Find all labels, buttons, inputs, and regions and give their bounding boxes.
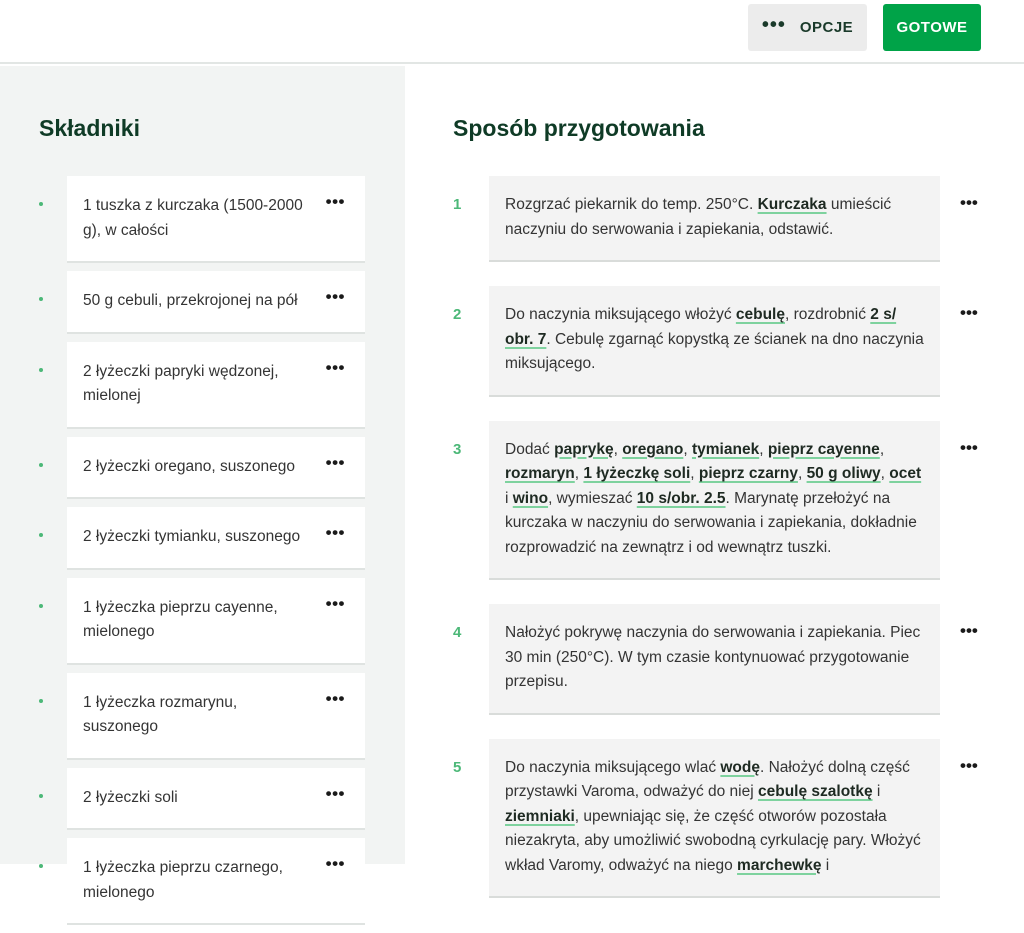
ingredient-row — [0, 838, 405, 925]
bullet-icon — [39, 297, 43, 301]
step-highlight-link[interactable]: rozmaryn — [505, 465, 575, 482]
ingredient-label: 50 g cebuli, przekrojonej na pół — [83, 292, 298, 309]
bullet-icon — [39, 604, 43, 608]
step-row — [405, 421, 1024, 581]
step-text: Do naczynia miksującego wlać — [505, 758, 721, 776]
options-button-label: OPCJE — [799, 19, 854, 36]
step-text: Rozgrzać piekarnik do temp. 250°C. — [505, 196, 758, 213]
step-row — [405, 286, 1024, 397]
ingredient-label: 1 łyżeczka pieprzu czarnego, mielonego — [83, 859, 283, 901]
more-options-icon[interactable]: ••• — [325, 357, 345, 377]
ingredient-label: 2 łyżeczki tymianku, suszonego — [83, 528, 301, 545]
more-options-icon[interactable]: ••• — [960, 303, 978, 322]
ingredient-row — [0, 578, 405, 665]
step-number: 5 — [453, 758, 462, 776]
step-highlight-link[interactable]: cebulę — [735, 306, 785, 323]
steps-list — [405, 176, 1024, 922]
ingredient-card[interactable] — [67, 673, 365, 760]
step-row — [405, 739, 1024, 899]
ingredient-row — [0, 342, 405, 429]
ingredient-label: 1 łyżeczka pieprzu cayenne, mielonego — [83, 598, 278, 640]
step-highlight-link[interactable]: marchewkę — [737, 856, 822, 874]
step-text: i — [505, 489, 513, 507]
more-options-icon[interactable]: ••• — [960, 437, 978, 457]
steps-title: Sposób przygotowania — [453, 115, 705, 141]
step-number: 4 — [453, 624, 462, 641]
ingredient-label: 2 łyżeczki oregano, suszonego — [83, 457, 295, 475]
ingredient-row — [0, 271, 405, 334]
ingredient-card[interactable] — [67, 578, 365, 665]
bullet-icon — [39, 699, 43, 703]
more-options-icon[interactable]: ••• — [325, 192, 345, 211]
ingredient-card[interactable] — [67, 507, 365, 570]
ingredient-card[interactable] — [67, 176, 365, 263]
step-text: . Nałożyć dolną część przystawki Varoma, odważyć do niej — [505, 758, 910, 800]
step-card — [489, 176, 940, 262]
more-options-icon[interactable]: ••• — [325, 854, 345, 873]
ingredient-row — [0, 507, 405, 570]
steps-panel — [405, 66, 1024, 874]
step-text: i — [872, 783, 881, 800]
bullet-icon — [39, 463, 43, 467]
ingredient-row — [0, 768, 405, 831]
more-options-icon[interactable]: ••• — [325, 688, 345, 708]
step-highlight-link[interactable]: oregano — [622, 440, 684, 458]
ingredient-label: 1 tuszka z kurczaka (1500-2000 g), w całości — [83, 197, 303, 239]
step-text: . Marynatę przełożyć na kurczaka w naczyniu do serwowania i zapiekania, dokładnie rozprowadzić na zewnątrz i od wewnątrz tuszki. — [505, 489, 917, 556]
ingredient-row — [0, 176, 405, 263]
ingredient-card[interactable] — [67, 437, 365, 500]
step-text: , — [683, 440, 692, 458]
step-card — [489, 286, 940, 397]
more-options-icon[interactable]: ••• — [960, 621, 978, 640]
step-text: umieścić naczyniu do serwowania i zapiekania, odstawić. — [505, 196, 892, 238]
ingredient-card[interactable] — [67, 342, 365, 429]
step-highlight-link[interactable]: 1 łyżeczkę soli — [583, 465, 691, 482]
bullet-icon — [39, 533, 43, 537]
ingredient-row — [0, 673, 405, 760]
step-text: , — [879, 440, 885, 458]
step-text: , wymieszać — [548, 489, 637, 507]
top-toolbar — [0, 0, 1024, 64]
step-row — [405, 604, 1024, 715]
step-text: i — [821, 856, 830, 874]
ingredient-label: 2 łyżeczki soli — [83, 788, 178, 806]
step-text: , rozdrobnić — [784, 306, 871, 323]
step-highlight-link[interactable]: 50 g oliwy — [806, 465, 881, 482]
step-text: , — [880, 465, 890, 482]
step-text: Nałożyć pokrywę naczynia do serwowania i zapiekania. Piec 30 min (250°C). W tym czasie kontynuować przygotowanie przepisu. — [505, 624, 921, 690]
step-text: , — [690, 465, 699, 482]
step-text: . Cebulę zgarnąć kopystką ze ścianek na dno naczynia miksującego. — [505, 330, 924, 372]
options-button[interactable] — [748, 4, 867, 51]
step-text: , — [574, 465, 584, 482]
step-number: 3 — [453, 440, 462, 458]
more-options-icon[interactable]: ••• — [960, 755, 978, 775]
step-highlight-link[interactable]: ocet — [889, 465, 922, 482]
step-highlight-link[interactable]: wodę — [720, 758, 760, 776]
step-text: , — [797, 465, 807, 482]
ingredient-row — [0, 437, 405, 500]
step-text: , — [759, 440, 768, 458]
ingredients-title: Składniki — [39, 115, 140, 141]
more-options-icon[interactable]: ••• — [960, 193, 978, 212]
step-highlight-link[interactable]: Kurczaka — [757, 196, 827, 213]
step-text: Do naczynia miksującego włożyć — [505, 306, 736, 323]
more-options-icon[interactable]: ••• — [325, 523, 345, 542]
more-dots-icon: ••• — [761, 13, 786, 36]
bullet-icon — [39, 864, 43, 868]
more-options-icon[interactable]: ••• — [325, 452, 345, 472]
step-highlight-link[interactable]: 10 s/obr. 2.5 — [636, 489, 726, 507]
step-card — [489, 604, 940, 715]
more-options-icon[interactable]: ••• — [325, 287, 345, 306]
ingredient-card[interactable] — [67, 768, 365, 831]
step-highlight-link[interactable]: pieprz czarny — [698, 465, 798, 482]
step-card — [489, 421, 940, 581]
ingredient-label: 2 łyżeczki papryki wędzonej, mielonej — [83, 362, 279, 404]
ingredients-list — [0, 176, 405, 933]
step-highlight-link[interactable]: 2 s/ obr. 7 — [505, 306, 897, 348]
step-number: 1 — [453, 196, 462, 213]
bullet-icon — [39, 368, 43, 372]
step-highlight-link[interactable]: wino — [512, 489, 549, 507]
step-text: Dodać — [505, 440, 555, 458]
ingredient-label: 1 łyżeczka rozmarynu, suszonego — [83, 693, 238, 735]
done-button[interactable]: GOTOWE — [883, 4, 981, 51]
step-highlight-link[interactable]: cebulę szalotkę — [757, 783, 873, 800]
step-card — [489, 739, 940, 899]
step-text: , upewniając się, że część otworów pozostała niezakryta, aby umożliwić swobodną cyrkulację pary. Włożyć wkład Varomy, odważyć na niego — [505, 807, 921, 874]
step-row — [405, 176, 1024, 262]
step-highlight-link[interactable]: pieprz cayenne — [767, 440, 880, 458]
more-options-icon[interactable]: ••• — [325, 783, 345, 803]
step-highlight-link[interactable]: tymianek — [691, 440, 760, 458]
step-highlight-link[interactable]: paprykę — [554, 440, 614, 458]
bullet-icon — [39, 794, 43, 798]
step-number: 2 — [453, 306, 462, 323]
more-options-icon[interactable]: ••• — [325, 593, 345, 613]
ingredient-card[interactable] — [67, 271, 365, 334]
ingredients-panel — [0, 66, 405, 901]
bullet-icon — [39, 202, 43, 206]
ingredient-card[interactable] — [67, 838, 365, 925]
step-highlight-link[interactable]: ziemniaki — [505, 807, 575, 825]
step-text: , — [613, 440, 623, 458]
